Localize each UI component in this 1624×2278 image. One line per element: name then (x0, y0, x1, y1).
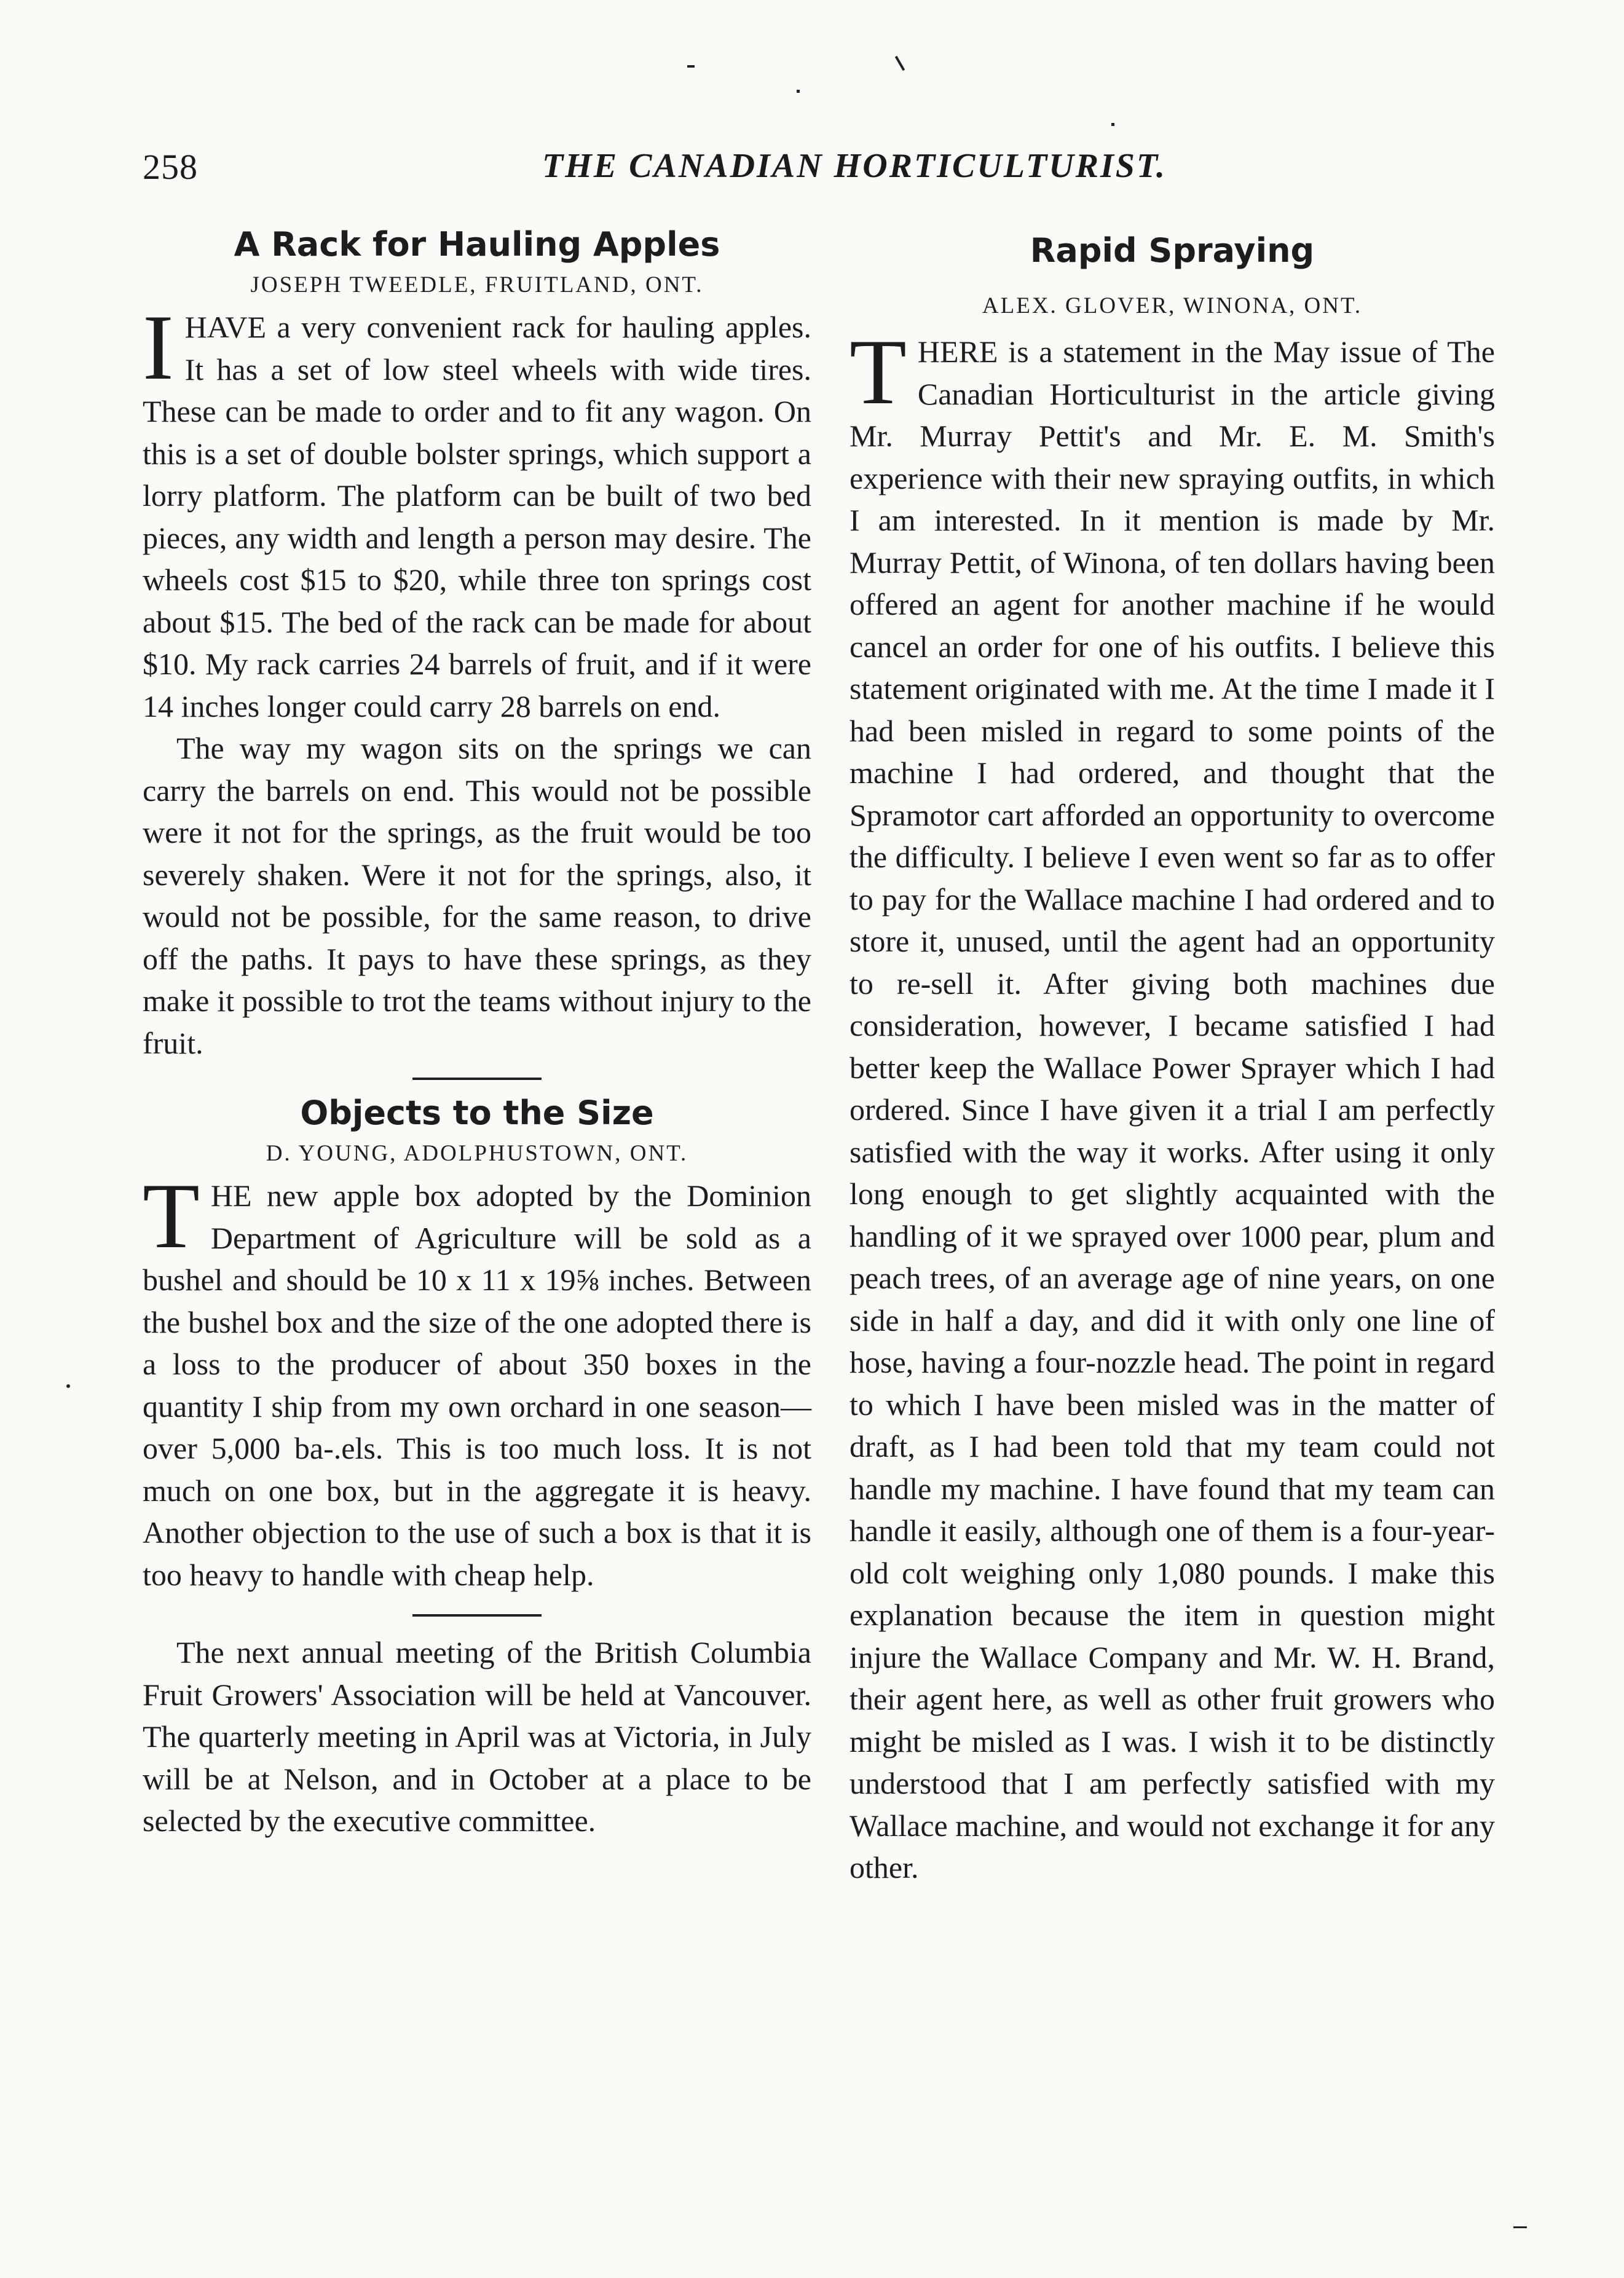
article-byline: ALEX. GLOVER, WINONA, ONT. (982, 293, 1363, 318)
right-column (849, 227, 1495, 1889)
section-divider (412, 1614, 542, 1617)
article-byline: JOSEPH TWEEDLE, FRUITLAND, ONT. (250, 272, 704, 298)
article-rapid-spraying (849, 227, 1495, 1889)
article-paragraph (849, 320, 1495, 1889)
drop-cap: I (143, 296, 174, 399)
drop-cap: T (143, 1164, 200, 1267)
article-rack-for-hauling-apples (143, 221, 811, 1064)
article-title: Rapid Spraying (1030, 231, 1315, 270)
article-objects-to-the-size (143, 1090, 811, 1596)
left-column (143, 221, 811, 1842)
note-paragraph: The next annual meeting of the British Columbia Fruit Growers' Association will be held at Vancouver. The quarterly meeting in April was at Victoria, in July will be at Nelson, and in October at a place to be selected by the executive committee. (143, 1635, 811, 1838)
drop-cap: T (849, 320, 907, 424)
scan-speck (1513, 2226, 1527, 2228)
scan-speck (687, 65, 695, 68)
scan-speck (797, 90, 800, 93)
article-paragraph (143, 1164, 811, 1596)
paragraph-text: HE new apple box adopted by the Dominion Department of Agriculture will be sold as a bushel and should be 10 x 11 x 19⅝ inches. Between the bushel box and the size of the one adopted there is a loss to the producer of about 350 boxes in the quantity I ship from my own orchard in one season—over 5,000 ba-.els. This is too much loss. It is not much on one box, but in the aggregate it is heavy. Another objection to the use of such a box is that it is too heavy to handle with cheap help. (143, 1178, 811, 1592)
article-title: A Rack for Hauling Apples (234, 225, 720, 264)
news-note (143, 1631, 811, 1842)
paragraph-text: HAVE a very convenient rack for hauling apples. It has a set of low steel wheels with wide tires. These can be made to order and to fit any wagon. On this is a set of double bolster springs, which support a lorry platform. The platform can be built of two bed pieces, any width and length a person may desire. The wheels cost $15 to $20, while three ton springs cost about $15. The bed of the rack can be made for about $10. My rack carries 24 barrels of fruit, and if it were 14 inches longer could carry 28 barrels on end. (143, 310, 811, 723)
page-number: 258 (143, 147, 198, 187)
scan-speck (66, 1384, 70, 1388)
section-divider (412, 1078, 542, 1080)
running-head: THE CANADIAN HORTICULTURIST. (542, 147, 1167, 185)
article-title: Objects to the Size (300, 1094, 654, 1132)
article-paragraph (143, 296, 811, 727)
scan-speck (895, 56, 905, 71)
article-byline: D. YOUNG, ADOLPHUSTOWN, ONT. (266, 1141, 688, 1166)
paragraph-text: HERE is a statement in the May issue of The Canadian Horticulturist in the article giving Mr. Murray Pettit's and Mr. E. M. Smith's experience with their new spraying outfits, in which I am interested. In it mention is made by Mr. Murray Pettit, of Winona, of ten dollars having been offered an agent for another machine if he would cancel an order for one of his outfits. I believe this statement originated with me. At the time I made it I had been misled in regard to some points of the machine I had ordered, and thought that the Spramotor cart afforded an opportunity to overcome the difficulty. I believe I even went so far as to offer to pay for the Wallace machine I had ordered and to store it, unused, until the agent had an opportunity to re-sell it. After giving both machines due consideration, however, I became satisfied I had better keep the Wallace Power Sprayer which I had ordered. Since I have given it a trial I am perfectly satisfied with the way it works. After using it only long enough to get slightly acquainted with the handling of it we sprayed over 1000 pear, plum and peach trees, of an average age of nine years, on one side in half a day, and did it with only one line of hose, having a four-nozzle head. The point in regard to which I have been misled was in the matter of draft, as I had been told that my team could not handle my machine. I have found that my team can handle it easily, although one of them is a four-year-old colt weighing only 1,080 pounds. I make this explanation because the item in question might injure the Wallace Company and Mr. W. H. Brand, their agent here, as well as other fruit growers who might be misled as I was. I wish it to be distinctly understood that I am perfectly satisfied with my Wallace machine, and would not exchange it for any other. (849, 334, 1495, 1885)
scan-speck (1111, 123, 1114, 126)
article-paragraph: The way my wagon sits on the springs we can carry the barrels on end. This would not be possible were it not for the springs, as the fruit would be too severely shaken. Were it not for the springs, also, it would not be possible, for the same reason, to drive off the paths. It pays to have these springs, as they make it possible to trot the teams without injury to the fruit. (143, 731, 811, 1060)
